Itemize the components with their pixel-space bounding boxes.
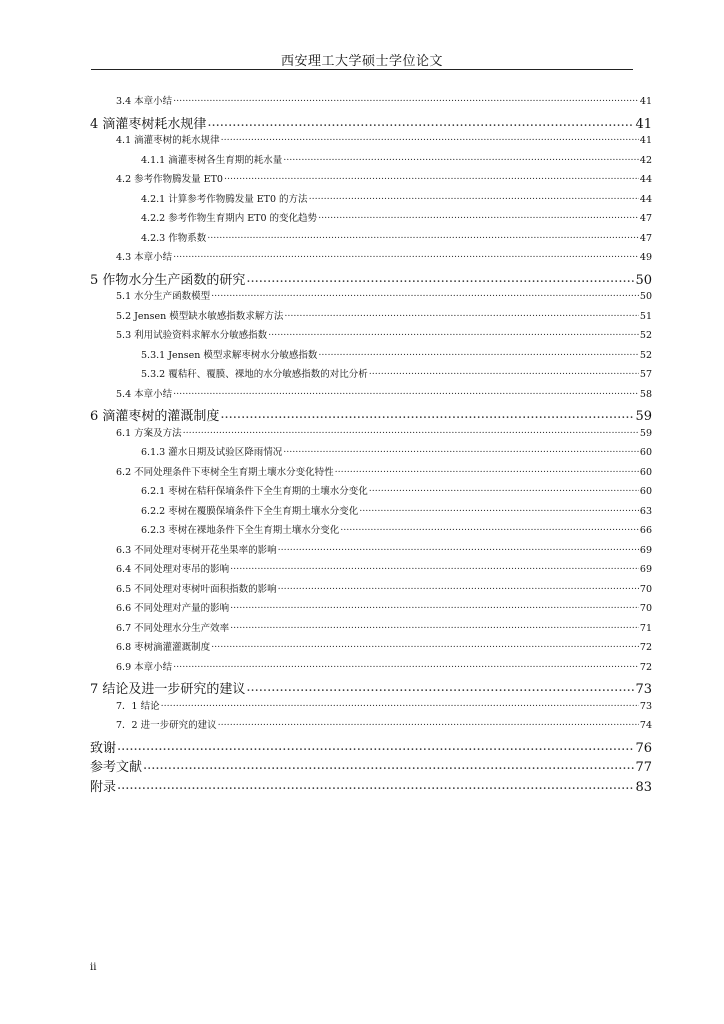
toc-entry-page: 83 <box>635 779 652 795</box>
toc-leader-dots <box>211 290 639 300</box>
toc-entry-page: 47 <box>639 213 652 224</box>
toc-entry-label: 4 滴灌枣树耗水规律 <box>90 116 207 132</box>
toc-entry-page: 51 <box>639 310 652 322</box>
toc-entry-page: 59 <box>639 427 652 439</box>
toc-leader-dots <box>246 680 634 693</box>
toc-entry-label: 4.1.1 滴灌枣树各生育期的耗水量 <box>141 154 283 166</box>
toc-leader-dots <box>221 134 639 144</box>
toc-entry-label: 5.4 本章小结 <box>116 388 173 400</box>
toc-leader-dots <box>173 251 639 261</box>
toc-entry-label: 6.9 本章小结 <box>116 661 173 673</box>
toc-leader-dots <box>246 271 634 284</box>
toc-entry-label: 6.2.2 枣树在覆膜保墒条件下全生育期土壤水分变化 <box>141 505 359 517</box>
toc-entry[interactable] <box>116 542 652 556</box>
toc-entry-page: 74 <box>639 720 652 731</box>
toc-entry-page: 60 <box>639 486 652 497</box>
toc-entry-page: 41 <box>635 116 652 132</box>
toc-entry-label: 5 作物水分生产函数的研究 <box>90 272 246 288</box>
toc-entry-page: 52 <box>639 349 652 361</box>
toc-entry-label: 6.7 不同处理水分生产效率 <box>116 622 230 634</box>
toc-entry-label: 6.2.1 枣树在秸秆保墒条件下全生育期的土壤水分变化 <box>141 486 368 497</box>
toc-entry[interactable] <box>141 210 652 224</box>
toc-entry[interactable] <box>116 698 652 712</box>
toc-entry-label: 3.4 本章小结 <box>116 96 173 107</box>
toc-entry-page: 73 <box>639 700 652 712</box>
toc-entry-page: 50 <box>635 272 652 288</box>
toc-leader-dots <box>318 348 639 358</box>
toc-entry-page: 76 <box>635 740 652 756</box>
toc-entry-label: 6.4 不同处理对枣吊的影响 <box>116 564 230 575</box>
toc-entry[interactable] <box>116 171 652 185</box>
toc-entry-label: 4.2 参考作物腾发量 ET0 <box>116 174 223 185</box>
toc-leader-dots <box>230 621 639 631</box>
toc-entry-label: 6.1.3 灌水日期及试验区降雨情况 <box>141 447 283 458</box>
toc-entry[interactable] <box>90 113 652 132</box>
toc-entry-page: 59 <box>635 409 652 424</box>
toc-entry-label: 6.6 不同处理对产量的影响 <box>116 603 230 614</box>
toc-leader-dots <box>284 309 639 319</box>
toc-entry[interactable] <box>141 191 652 205</box>
toc-entry-page: 44 <box>639 193 652 205</box>
toc-entry-page: 44 <box>639 174 652 185</box>
toc-entry[interactable] <box>116 386 652 400</box>
toc-entry-page: 41 <box>639 96 652 107</box>
toc-leader-dots <box>218 719 639 729</box>
toc-entry-label: 5.1 水分生产函数模型 <box>116 291 211 302</box>
toc-entry-label: 7．2 进一步研究的建议 <box>116 720 217 731</box>
toc-entry-label: 4.2.2 参考作物生育期内 ET0 的变化趋势 <box>141 213 318 224</box>
toc-entry-label: 5.2 Jensen 模型缺水敏感指数求解方法 <box>116 310 284 322</box>
toc-entry[interactable] <box>116 249 652 263</box>
toc-entry-label: 4.1 滴灌枣树的耗水规律 <box>116 135 220 146</box>
toc-entry[interactable] <box>141 444 652 458</box>
toc-leader-dots <box>207 115 634 128</box>
toc-leader-dots <box>359 504 639 514</box>
toc-entry[interactable] <box>90 269 652 288</box>
toc-leader-dots <box>183 426 639 436</box>
page-header-title: 西安理工大学硕士学位论文 <box>280 54 443 69</box>
toc-entry[interactable] <box>116 717 652 731</box>
toc-entry-label: 6.2.3 枣树在裸地条件下全生育期土壤水分变化 <box>141 525 340 536</box>
toc-entry[interactable] <box>141 152 652 166</box>
toc-leader-dots <box>117 778 634 791</box>
toc-entry[interactable] <box>116 288 652 302</box>
footer-page-number: ii <box>90 962 97 973</box>
toc-leader-dots <box>117 739 634 752</box>
toc-leader-dots <box>318 212 639 222</box>
toc-entry[interactable] <box>116 425 652 439</box>
toc-entry[interactable] <box>90 737 652 756</box>
toc-entry-label: 6.5 不同处理对枣树叶面积指数的影响 <box>116 583 277 595</box>
toc-entry-label: 6.1 方案及方法 <box>116 427 182 439</box>
header-rule <box>91 69 633 70</box>
toc-entry-label: 5.3.1 Jensen 模型求解枣树水分敏感指数 <box>141 349 318 361</box>
toc-leader-dots <box>220 407 634 420</box>
toc-entry-page: 58 <box>639 388 652 400</box>
toc-entry-label: 6.8 枣树滴灌灌溉制度 <box>116 642 211 653</box>
toc-entry[interactable] <box>116 620 652 634</box>
toc-leader-dots <box>173 387 639 397</box>
toc-entry[interactable] <box>141 230 652 244</box>
toc-entry-label: 6.3 不同处理对枣树开花坐果率的影响 <box>116 544 277 556</box>
toc-entry-label: 7 结论及进一步研究的建议 <box>90 682 246 697</box>
toc-entry[interactable] <box>116 581 652 595</box>
toc-entry[interactable] <box>116 327 652 341</box>
toc-leader-dots <box>340 524 639 534</box>
toc-leader-dots <box>161 699 639 709</box>
toc-leader-dots <box>230 563 639 573</box>
toc-entry-page: 69 <box>639 564 652 575</box>
toc-entry-label: 7．1 结论 <box>116 700 160 712</box>
toc-entry[interactable] <box>116 561 652 575</box>
toc-entry-page: 70 <box>639 583 652 595</box>
toc-leader-dots <box>335 465 639 475</box>
toc-entry[interactable] <box>90 756 652 775</box>
toc-entry-page: 69 <box>639 544 652 556</box>
toc-entry[interactable] <box>141 366 652 380</box>
toc-entry[interactable] <box>116 639 652 653</box>
toc-entry-page: 63 <box>639 505 652 517</box>
toc-entry-page: 66 <box>639 525 652 536</box>
toc-entry[interactable] <box>90 405 652 424</box>
toc-leader-dots <box>369 368 639 378</box>
toc-entry[interactable] <box>141 347 652 361</box>
toc-leader-dots <box>230 602 639 612</box>
toc-entry-page: 47 <box>639 232 652 244</box>
toc-leader-dots <box>143 758 634 771</box>
toc-leader-dots <box>309 192 639 202</box>
toc-entry-label: 5.3.2 覆秸秆、覆膜、裸地的水分敏感指数的对比分析 <box>141 369 368 380</box>
toc-leader-dots <box>224 173 639 183</box>
toc-entry-page: 57 <box>639 369 652 380</box>
toc-leader-dots <box>283 446 639 456</box>
toc-entry-page: 41 <box>639 135 652 146</box>
toc-entry-page: 72 <box>639 642 652 653</box>
toc-entry-page: 42 <box>639 154 652 166</box>
toc-entry-page: 77 <box>635 760 652 775</box>
toc-entry-page: 60 <box>639 466 652 478</box>
toc-entry-page: 73 <box>635 682 652 697</box>
toc-leader-dots <box>278 582 639 592</box>
toc-leader-dots <box>173 95 639 105</box>
toc-leader-dots <box>268 329 639 339</box>
toc-entry[interactable] <box>116 132 652 146</box>
toc-entry-page: 72 <box>639 661 652 673</box>
toc-leader-dots <box>211 641 639 651</box>
toc-entry-label: 4.2.3 作物系数 <box>141 232 207 244</box>
toc-entry[interactable] <box>116 93 652 107</box>
toc-leader-dots <box>283 153 639 163</box>
toc-entry-page: 71 <box>639 622 652 634</box>
toc-leader-dots <box>278 543 639 553</box>
toc-entry[interactable] <box>116 308 652 322</box>
toc-entry[interactable] <box>141 483 652 497</box>
toc-entry-page: 49 <box>639 252 652 263</box>
toc-leader-dots <box>369 485 639 495</box>
toc-entry-label: 4.3 本章小结 <box>116 252 173 263</box>
toc-entry-label: 4.2.1 计算参考作物腾发量 ET0 的方法 <box>141 193 308 205</box>
toc-leader-dots <box>173 660 639 670</box>
toc-entry[interactable] <box>141 503 652 517</box>
toc-entry-page: 70 <box>639 603 652 614</box>
toc-entry-label: 附录 <box>90 779 117 795</box>
toc-entry-label: 6 滴灌枣树的灌溉制度 <box>90 409 220 424</box>
toc-entry[interactable] <box>116 659 652 673</box>
toc-entry-label: 致谢 <box>90 740 117 756</box>
toc-entry-label: 参考文献 <box>90 760 143 775</box>
toc-entry[interactable] <box>90 776 652 795</box>
toc-entry[interactable] <box>141 522 652 536</box>
toc-entry[interactable] <box>116 600 652 614</box>
toc-entry-page: 50 <box>639 291 652 302</box>
toc-entry-page: 60 <box>639 447 652 458</box>
toc-leader-dots <box>207 231 639 241</box>
toc-entry[interactable] <box>90 678 652 697</box>
toc-entry-page: 52 <box>639 330 652 341</box>
toc-entry-label: 6.2 不同处理条件下枣树全生育期土壤水分变化特性 <box>116 466 334 478</box>
toc-entry-label: 5.3 利用试验资料求解水分敏感指数 <box>116 330 268 341</box>
toc-entry[interactable] <box>116 464 652 478</box>
